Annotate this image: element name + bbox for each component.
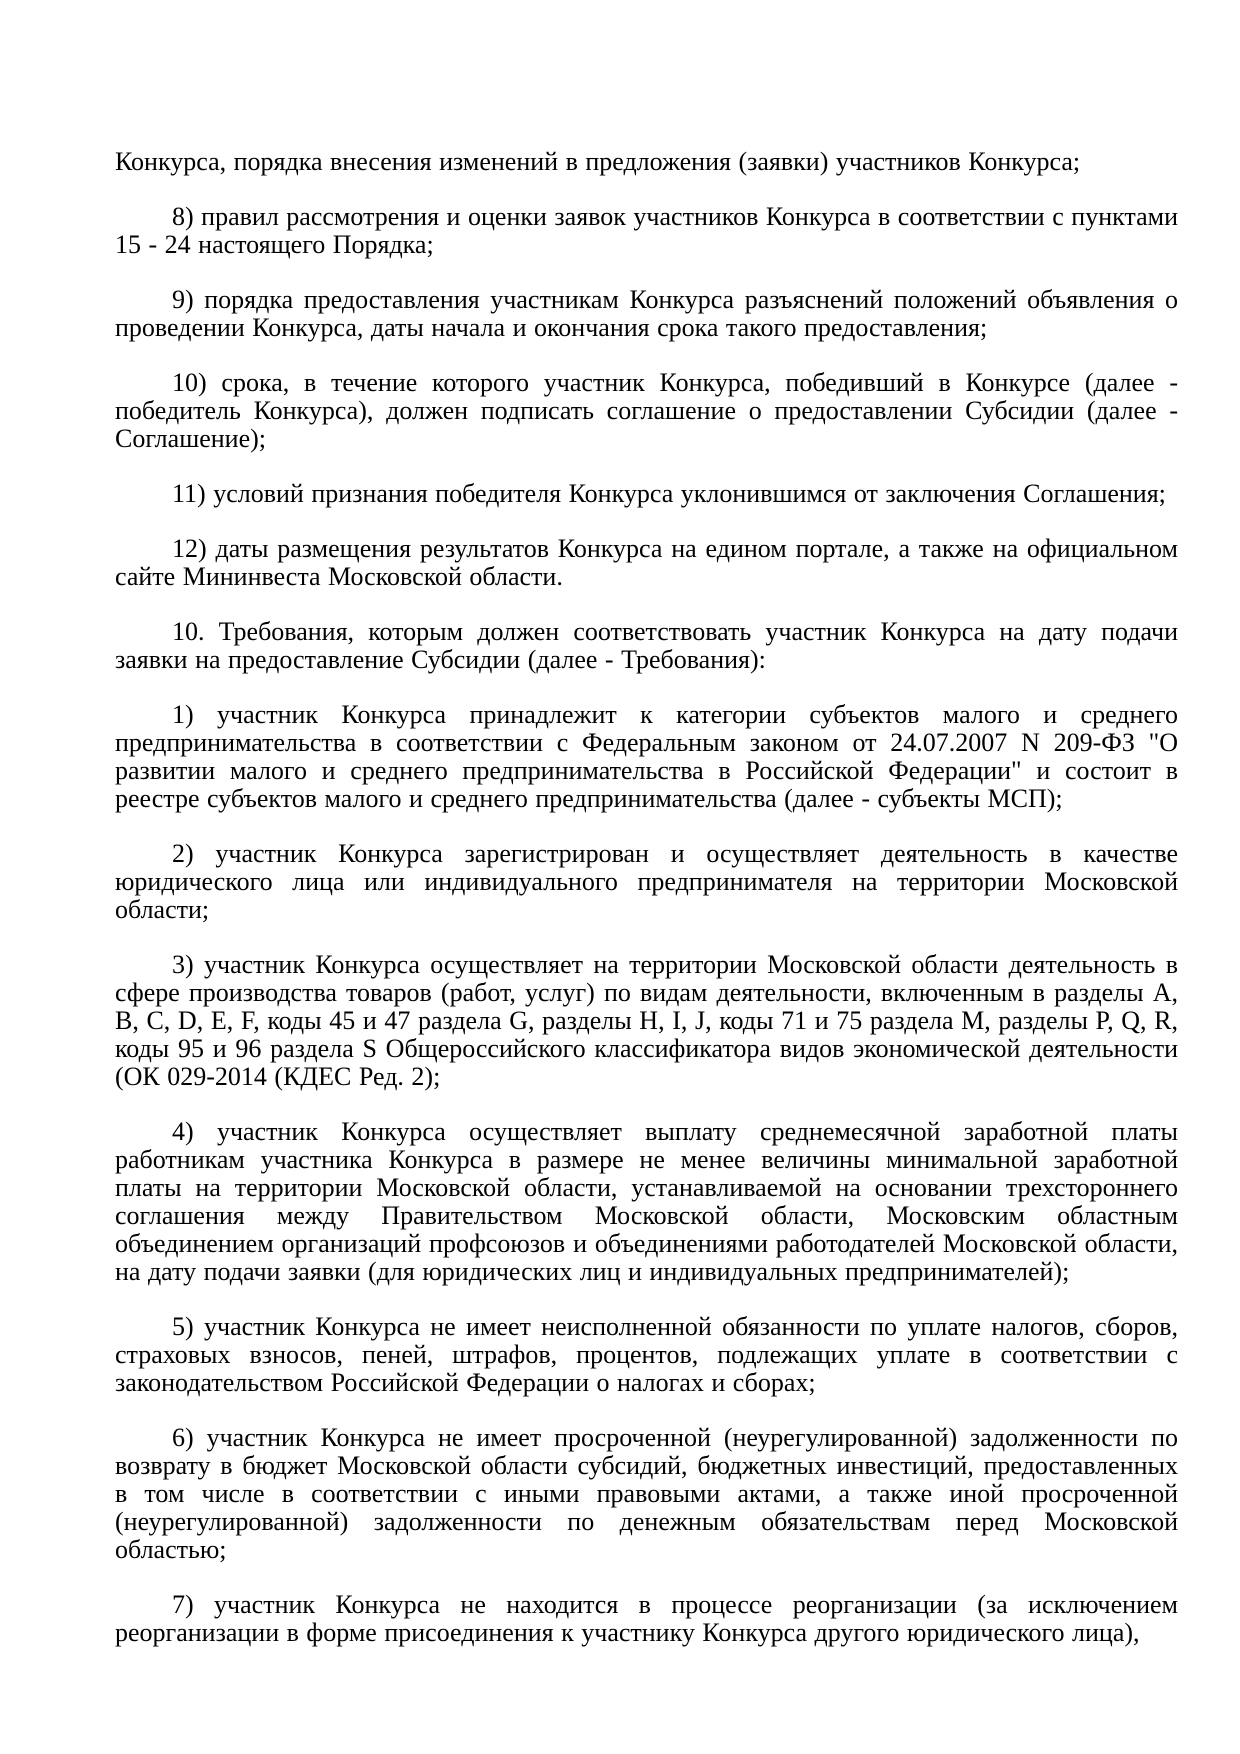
document-text-block: [115, 148, 1178, 1674]
requirement-2: 2) участник Конкурса зарегистрирован и осуществляет деятельность в качестве юридического лица или индивидуального предпринимателя на территории Московской области;: [115, 839, 1178, 924]
requirement-5: 5) участник Конкурса не имеет неисполненной обязанности по уплате налогов, сборов, страховых взносов, пеней, штрафов, процентов, подлежащих уплате в соответствии с законодательством Российской Федерации о налогах и сборах;: [115, 1312, 1178, 1397]
requirement-6: 6) участник Конкурса не имеет просроченной (неурегулированной) задолженности по возврату в бюджет Московской области субсидий, бюджетных инвестиций, предоставленных в том числе в соответствии с иными правовыми актами, а также иной просроченной (неурегулированной) задолженности по денежным обязательствам перед Московской областью;: [115, 1423, 1178, 1564]
list-item-9: 9) порядка предоставления участникам Конкурса разъяснений положений объявления о проведении Конкурса, даты начала и окончания срока такого предоставления;: [115, 285, 1178, 342]
list-item-10: 10) срока, в течение которого участник Конкурса, победивший в Конкурсе (далее - победитель Конкурса), должен подписать соглашение о предоставлении Субсидии (далее - Соглашение);: [115, 368, 1178, 453]
list-item-8: 8) правил рассмотрения и оценки заявок участников Конкурса в соответствии с пунктами 15 - 24 настоящего Порядка;: [115, 202, 1178, 259]
requirement-7: 7) участник Конкурса не находится в процессе реорганизации (за исключением реорганизации в форме присоединения к участнику Конкурса другого юридического лица),: [115, 1590, 1178, 1647]
clause-10-heading: 10. Требования, которым должен соответствовать участник Конкурса на дату подачи заявки на предоставление Субсидии (далее - Требования):: [115, 617, 1178, 674]
continuation-paragraph: Конкурса, порядка внесения изменений в предложения (заявки) участников Конкурса;: [115, 147, 1081, 176]
requirement-4: 4) участник Конкурса осуществляет выплату среднемесячной заработной платы работникам участника Конкурса в размере не менее величины минимальной заработной платы на территории Московской области, устанавливаемой на основании трехстороннего соглашения между Правительством Московской области, Московским областным объединением организаций профсоюзов и объединениями работодателей Московской области, на дату подачи заявки (для юридических лиц и индивидуальных предпринимателей);: [115, 1117, 1178, 1286]
requirement-3: 3) участник Конкурса осуществляет на территории Московской области деятельность в сфере производства товаров (работ, услуг) по видам деятельности, включенным в разделы A, B, C, D, E, F, коды 45 и 47 раздела G, разделы H, I, J, коды 71 и 75 раздела M, разделы P, Q, R, коды 95 и 96 раздела S Общероссийского классификатора видов экономической деятельности (ОК 029-2014 (КДЕС Ред. 2);: [115, 950, 1178, 1091]
requirement-1: 1) участник Конкурса принадлежит к категории субъектов малого и среднего предпринимательства в соответствии с Федеральным законом от 24.07.2007 N 209-ФЗ "О развитии малого и среднего предпринимательства в Российской Федерации" и состоит в реестре субъектов малого и среднего предпринимательства (далее - субъекты МСП);: [115, 700, 1178, 813]
list-item-12: 12) даты размещения результатов Конкурса на едином портале, а также на официальном сайте Мининвеста Московской области.: [115, 534, 1178, 591]
list-item-11: 11) условий признания победителя Конкурса уклонившимся от заключения Соглашения;: [172, 479, 1166, 508]
